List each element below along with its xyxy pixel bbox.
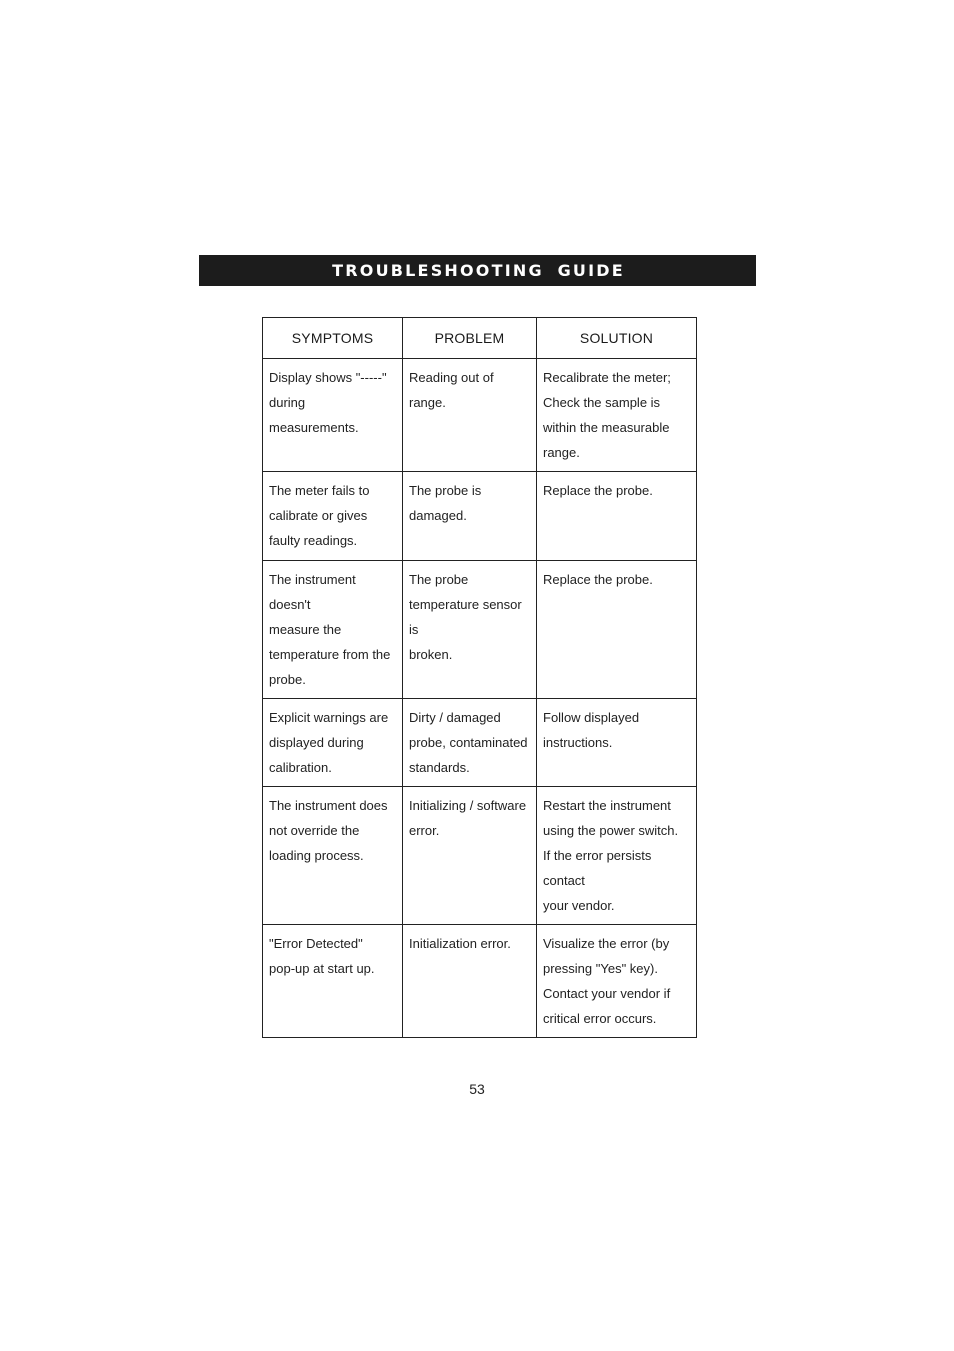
table-row — [263, 359, 697, 472]
section-title-bar — [199, 255, 756, 286]
problem-cell: Initializing / software error. — [403, 787, 537, 925]
solution-cell: Restart the instrument using the power switch. If the error persists contact your vendor. — [537, 787, 697, 925]
solution-cell: Recalibrate the meter; Check the sample is within the measurable range. — [537, 359, 697, 472]
symptom-cell: "Error Detected" pop-up at start up. — [263, 925, 403, 1038]
table-header-row — [263, 318, 697, 359]
column-header-solution: SOLUTION — [537, 318, 697, 359]
symptom-cell: The meter fails to calibrate or gives faulty readings. — [263, 472, 403, 561]
solution-cell: Visualize the error (by pressing "Yes" key). Contact your vendor if critical error occurs. — [537, 925, 697, 1038]
solution-cell: Follow displayed instructions. — [537, 699, 697, 787]
section-title: TROUBLESHOOTING GUIDE — [332, 261, 625, 280]
solution-cell: Replace the probe. — [537, 472, 697, 561]
table-row — [263, 699, 697, 787]
symptom-cell: Explicit warnings are displayed during calibration. — [263, 699, 403, 787]
column-header-symptoms: SYMPTOMS — [263, 318, 403, 359]
symptom-cell: The instrument doesn't measure the temperature from the probe. — [263, 561, 403, 699]
problem-cell: Dirty / damaged probe, contaminated standards. — [403, 699, 537, 787]
solution-cell: Replace the probe. — [537, 561, 697, 699]
problem-cell: Initialization error. — [403, 925, 537, 1038]
symptom-cell: The instrument does not override the loading process. — [263, 787, 403, 925]
column-header-problem: PROBLEM — [403, 318, 537, 359]
page-number: 53 — [469, 1081, 485, 1097]
table-row — [263, 787, 697, 925]
problem-cell: The probe temperature sensor is broken. — [403, 561, 537, 699]
table-row — [263, 925, 697, 1038]
problem-cell: The probe is damaged. — [403, 472, 537, 561]
troubleshooting-table — [262, 317, 697, 1038]
table-row — [263, 561, 697, 699]
table-row — [263, 472, 697, 561]
symptom-cell: Display shows "-----" during measurements. — [263, 359, 403, 472]
problem-cell: Reading out of range. — [403, 359, 537, 472]
